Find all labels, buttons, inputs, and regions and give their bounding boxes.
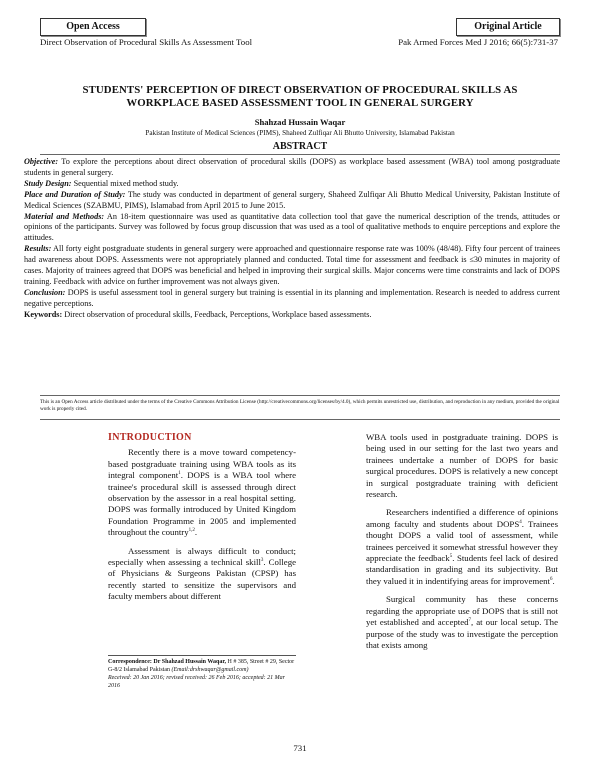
intro-paragraph-1: Recently there is a move toward competency-based postgraduate training using WBA tools as its integral component$^1$. DOPS is a WBA tool where trainee's procedural skill is assessed through direct observation by the assessor in a real hospital setting. DOPS was formally introduced by United Kingdom Foundation Programme in 2005 and implemented throughout the country$^{1,2}$. [108, 447, 296, 538]
introduction-heading: INTRODUCTION [108, 432, 192, 443]
reference-marker: 7 [468, 618, 471, 624]
intro-p5-text-cont: , at our local setup. The purpose of the study was to investigate the perception that exists among [366, 617, 558, 650]
keywords-label: Keywords: [24, 309, 63, 319]
intro-p2-text: Assessment is always difficult to conduct; especially when assessing a technical skill [108, 545, 296, 568]
title-line-2: WORKPLACE BASED ASSESSMENT TOOL IN GENERAL SURGERY [126, 97, 474, 109]
conclusion-label: Conclusion: [24, 287, 66, 297]
submission-dates: Received: 20 Jan 2016; revised received: 26 Feb 2016; accepted: 21 Mar 2016 [108, 675, 285, 689]
results-text: All forty eight postgraduate students in general surgery were approached and questionnaire response rate was 100% (48/48). Fifty four percent of trainees had awareness about DOPS. Assessments were not appropriately planned and conducted. Total time for assessment and feedback is ≤30 minutes in majority of cases. Majority of trainees agreed that DOPS was beneficial and helped in improving their surgical skills. Major concerns were time constraints and lack of DOPS training. Feedback with advice on further improvement was not always given. [24, 244, 560, 286]
intro-p4-text-cont2: . Students feel lack of desired standardisation in grading and its subjectivity. But they valued it in indentifying areas for improvement [366, 553, 558, 586]
running-header [40, 37, 558, 47]
abstract-design [24, 179, 560, 190]
intro-paragraph-4: Researchers indentified a difference of opinions among faculty and students about DOPS$^4$. Trainees thought DOPS a valid tool of assessment, while trainees perceived it somewhat stressful however they appreciate the feedback$^5$. Students feel lack of desired standardisation in grading and its subjectivity. But they valued it in indentifying areas for improvement$^6$. [366, 507, 558, 586]
author-name: Shahzad Hussain Waqar [254, 117, 346, 127]
conclusion-text: DOPS is useful assessment tool in general surgery but training is essential in its planning and implementation. Research is needed to address current negative perceptions. [24, 287, 560, 308]
keywords-text: Direct observation of procedural skills, Feedback, Perceptions, Workplace based assessments. [62, 309, 372, 319]
body-column-right [366, 432, 558, 658]
correspondence-email: (Email:drshwaqar@gmail.com) [171, 667, 249, 673]
journal-citation: Pak Armed Forces Med J 2016; 66(5):731-37 [398, 37, 558, 47]
results-label: Results: [24, 244, 52, 254]
intro-p5-text: Surgical community has these concerns regarding the appropriate use of DOPS that is still not yet established and accepted [366, 594, 558, 628]
running-title: Direct Observation of Procedural Skills As Assessment Tool [40, 37, 253, 47]
intro-p4-text: Researchers indentified a difference of opinions among faculty and students about DOPS [366, 507, 558, 529]
abstract-results [24, 244, 560, 288]
abstract-keywords [24, 310, 560, 321]
methods-label: Material and Methods: [24, 211, 105, 221]
reference-marker: 5 [449, 554, 453, 560]
intro-paragraph-2 [108, 546, 296, 603]
abstract-body [24, 157, 560, 321]
reference-marker: 4 [519, 519, 522, 525]
license-notice: This is an Open Access article distributed under the terms of the Creative Commons Attribution License (http://creativecommons.org/licenses/by/4.0), which permits unrestricted use, distribution, and reproduction in any medium, provided the original work is properly cited. [40, 399, 560, 412]
intro-p4-text-cont: . Trainees thought DOPS a valid tool of assessment, while trainees perceived it somewhat stressful however they appreciate the feedback [366, 518, 558, 564]
title-line-1: STUDENTS' PERCEPTION OF DIRECT OBSERVATION OF PROCEDURAL SKILLS AS [82, 84, 518, 96]
correspondence-divider [108, 655, 296, 656]
intro-p1-text-cont: . DOPS is a WBA tool where trainee's procedural skill is assessed through direct observation by the assessor in a real hospital setting. DOPS was formally introduced by United Kingdom Foundation Programme in 2005 and implemented throughout the country [108, 470, 296, 538]
license-divider-top [40, 395, 560, 396]
reference-marker: 6 [549, 576, 553, 582]
methods-text: An 18-item questionnaire was used as quantitative data collection tool that gave the numerical description of the trends, attitudes or opinions of the participants. Survey was followed by focus group discussion that was used as a tool of qualitative methods to enquire perceptions and explore the attitudes. [24, 211, 560, 243]
reference-marker: 1 [178, 471, 181, 477]
intro-paragraph-5 [366, 594, 558, 651]
author-affiliation: Pakistan Institute of Medical Sciences (PIMS), Shaheed Zulfiqar Ali Bhutto University, Islamabad Pakistan [145, 129, 455, 137]
correspondence-label: Correspondence: Dr Shahzad Hussain Waqar, [108, 659, 226, 665]
correspondence-address: H # 385, Street # 29, Sector G-8/2 Islamabad Pakistan [108, 659, 295, 673]
intro-paragraph-3: WBA tools used in postgraduate training. DOPS is being used in our setting for the last two years and trainees undertake a number of DOPS for basic surgical procedures. DOPS is relatively a new concept in surgical postgraduate training with deficient research. [366, 432, 558, 500]
intro-p2-text-cont: . College of Physicians & Surgeons Pakistan (CPSP) has recently started to sensitize the supervisors and faculty members about different [108, 557, 296, 602]
place-text: The study was conducted in department of general surgery, Shaheed Zulfiqar Ali Bhutto Medical University, Pakistan Institute of Medical Sciences (SZABMU, PIMS), Islamabad from April 2015 to June 2015. [24, 189, 560, 210]
license-divider-bottom [40, 419, 560, 420]
abstract-objective [24, 157, 560, 179]
abstract-methods [24, 212, 560, 245]
design-label: Study Design: [24, 178, 72, 188]
reference-marker: 3 [260, 558, 264, 564]
design-text: Sequential mixed method study. [71, 178, 179, 188]
place-label: Place and Duration of Study: [24, 189, 126, 199]
correspondence-block [108, 658, 296, 690]
objective-text: To explore the perceptions about direct observation of procedural skills (DOPS) as workplace based assessment (WBA) tool among postgraduate students in general surgery. [24, 157, 560, 177]
intro-p1-text: Recently there is a move toward competency-based postgraduate training using WBA tools as its integral component [108, 447, 296, 481]
open-access-tag: Open Access [40, 18, 146, 36]
reference-marker: 1,2 [188, 528, 195, 534]
page-number: 731 [293, 743, 307, 753]
abstract-divider [40, 154, 560, 155]
abstract-conclusion [24, 288, 560, 310]
abstract-heading: ABSTRACT [272, 141, 328, 152]
body-column-left [108, 432, 296, 610]
article-type-tag: Original Article [456, 18, 560, 36]
article-title [40, 84, 560, 110]
objective-label: Objective: [24, 157, 59, 166]
abstract-place [24, 190, 560, 212]
